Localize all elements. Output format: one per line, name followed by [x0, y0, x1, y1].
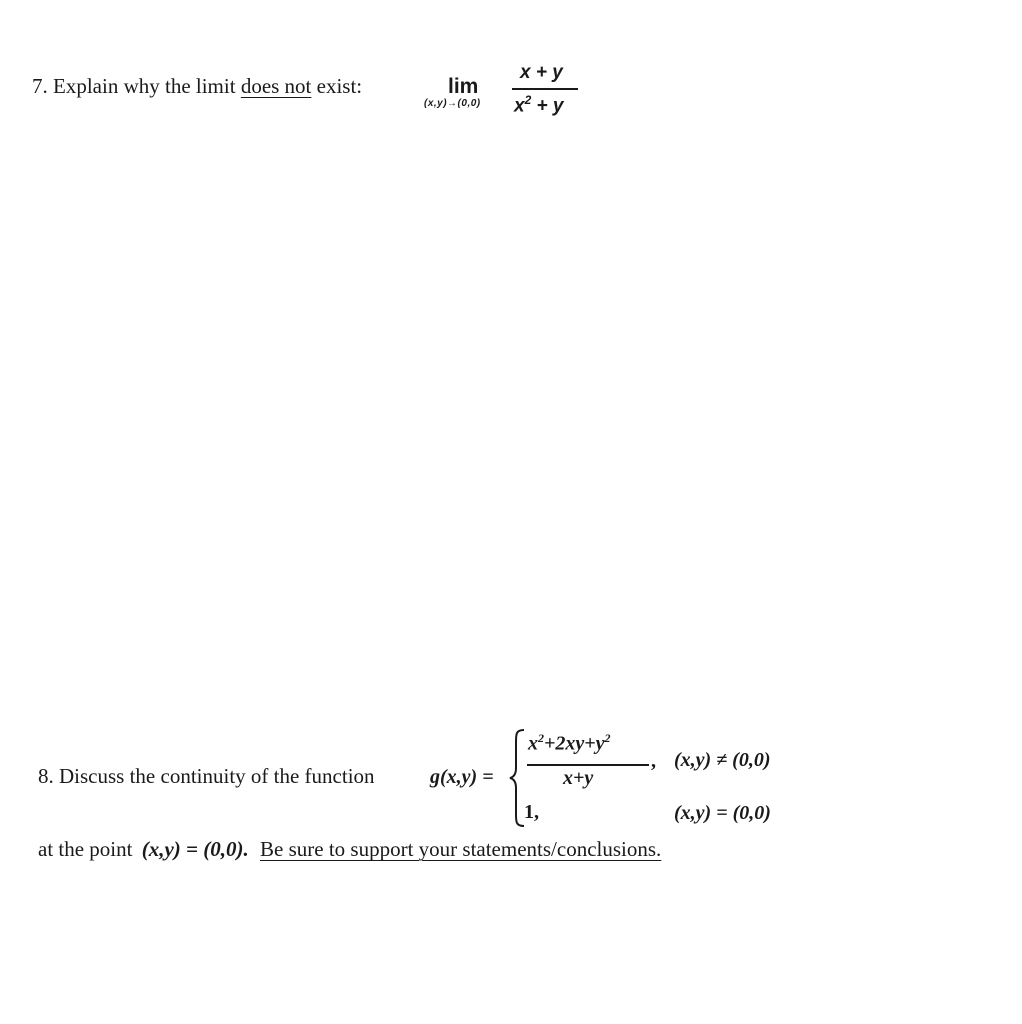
case1-num-y-exp: 2	[604, 731, 611, 745]
lim-denominator-exponent: 2	[524, 93, 532, 107]
problem-7-emphasis: does not	[240, 74, 312, 98]
lim-denominator	[514, 93, 564, 117]
problem-8-number: 8.	[38, 764, 54, 788]
case1-fraction-bar	[527, 764, 649, 766]
case1-num-mid: +2xy+y	[544, 732, 605, 755]
problem-7-statement	[32, 74, 362, 99]
lim-subscript: (x,y)→(0,0)	[424, 98, 481, 109]
case1-comma: ,	[651, 750, 656, 772]
point-expression: (x,y) = (0,0).	[141, 837, 249, 861]
case1-numerator	[528, 731, 611, 756]
problem-8-text: Discuss the continuity of the function	[59, 764, 375, 788]
case1-num-x: x	[528, 732, 538, 755]
lim-denominator-base: x	[514, 95, 525, 117]
problem-7-number: 7.	[32, 74, 48, 98]
support-instruction: Be sure to support your statements/conclusions.	[260, 837, 662, 861]
lim-fraction-bar	[512, 88, 578, 90]
lim-operator: lim	[448, 75, 479, 98]
case2-condition: (x,y) = (0,0)	[674, 802, 771, 824]
problem-8-line-2	[38, 837, 661, 862]
problem-8-statement	[38, 764, 375, 789]
problem-7-text: Explain why the limit	[53, 74, 236, 98]
function-name: g(x,y) =	[430, 766, 494, 788]
case1-num-x-exp: 2	[538, 731, 544, 745]
case2-value: 1,	[524, 801, 539, 823]
point-prefix: at the point	[38, 837, 133, 861]
lim-denominator-rest: + y	[536, 95, 564, 117]
lim-numerator: x + y	[520, 62, 563, 83]
case1-condition: (x,y) ≠ (0,0)	[674, 749, 771, 771]
case1-denominator: x+y	[563, 767, 594, 789]
problem-7-text-end: exist:	[316, 74, 363, 98]
